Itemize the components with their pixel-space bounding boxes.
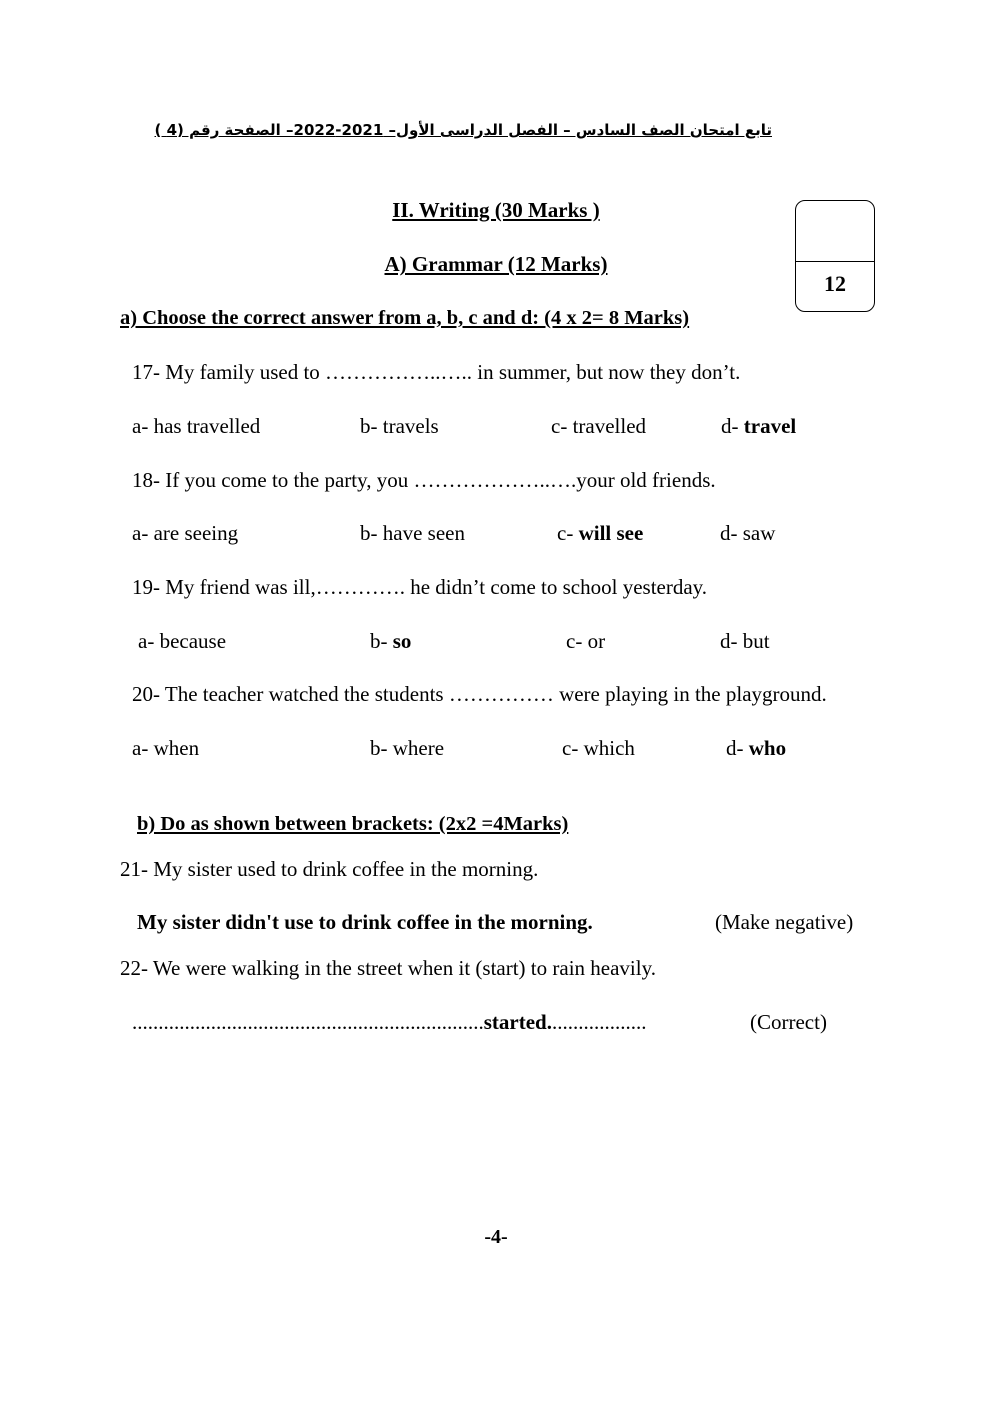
q17-option-b: b- travels (360, 414, 439, 438)
q20-option-b: b- where (370, 736, 445, 760)
q20-option-c: c- which (562, 736, 635, 760)
q18-option-d: d- saw (720, 521, 776, 545)
q22-answer-line: ...................................................................started................... (132, 1010, 647, 1034)
question-17: 17- My family used to ……………..….. in summer, but now they don’t. (132, 360, 741, 384)
section-title: II. Writing (30 Marks ) (392, 198, 600, 222)
q22-instruction: (Correct) (750, 1010, 827, 1034)
q18-selected-answer: will see (578, 521, 644, 545)
q20-option-a: a- when (132, 736, 200, 760)
q19-option-d: d- but (720, 629, 770, 653)
q17-option-a: a- has travelled (132, 414, 261, 438)
q18-option-b: b- have seen (360, 521, 465, 545)
q19-option-c: c- or (566, 629, 606, 653)
q20-selected-answer: who (748, 736, 787, 760)
q17-option-c: c- travelled (551, 414, 647, 438)
q19-option-a: a- because (138, 629, 227, 653)
q17-selected-answer: travel (743, 414, 797, 438)
question-20: 20- The teacher watched the students …………… were playing in the playground. (132, 682, 827, 706)
score-box-divider (796, 261, 874, 262)
score-box (795, 200, 875, 312)
part-b-title: b) Do as shown between brackets: (2x2 =4Marks) (137, 813, 569, 835)
q19-selected-answer: so (392, 629, 412, 653)
q17-option-d: d- travel (721, 414, 797, 438)
q22-answer: started. (483, 1010, 552, 1034)
q19-option-b: b- so (370, 629, 412, 653)
question-22: 22- We were walking in the street when it (start) to rain heavily. (120, 956, 656, 980)
score-value: 12 (824, 271, 846, 296)
q18-option-a: a- are seeing (132, 521, 239, 545)
question-21: 21- My sister used to drink coffee in the morning. (120, 857, 539, 881)
question-19: 19- My friend was ill,…………. he didn’t come to school yesterday. (132, 575, 708, 599)
q21-answer: My sister didn't use to drink coffee in the morning. (137, 910, 593, 934)
q18-option-c: c- will see (557, 521, 644, 545)
exam-header: تابع امتحان الصف السادس – الفصل الدراسى الأول– 2021-2022– الصفحة رقم (4 ) (154, 121, 772, 139)
q21-instruction: (Make negative) (715, 910, 854, 934)
subsection-title: A) Grammar (12 Marks) (384, 252, 608, 276)
page-number: -4- (484, 1226, 508, 1248)
q20-option-d: d- who (726, 736, 787, 760)
part-a-title: a) Choose the correct answer from a, b, c and d: (4 x 2= 8 Marks) (120, 307, 690, 329)
question-18: 18- If you come to the party, you ………………..….your old friends. (132, 468, 716, 492)
